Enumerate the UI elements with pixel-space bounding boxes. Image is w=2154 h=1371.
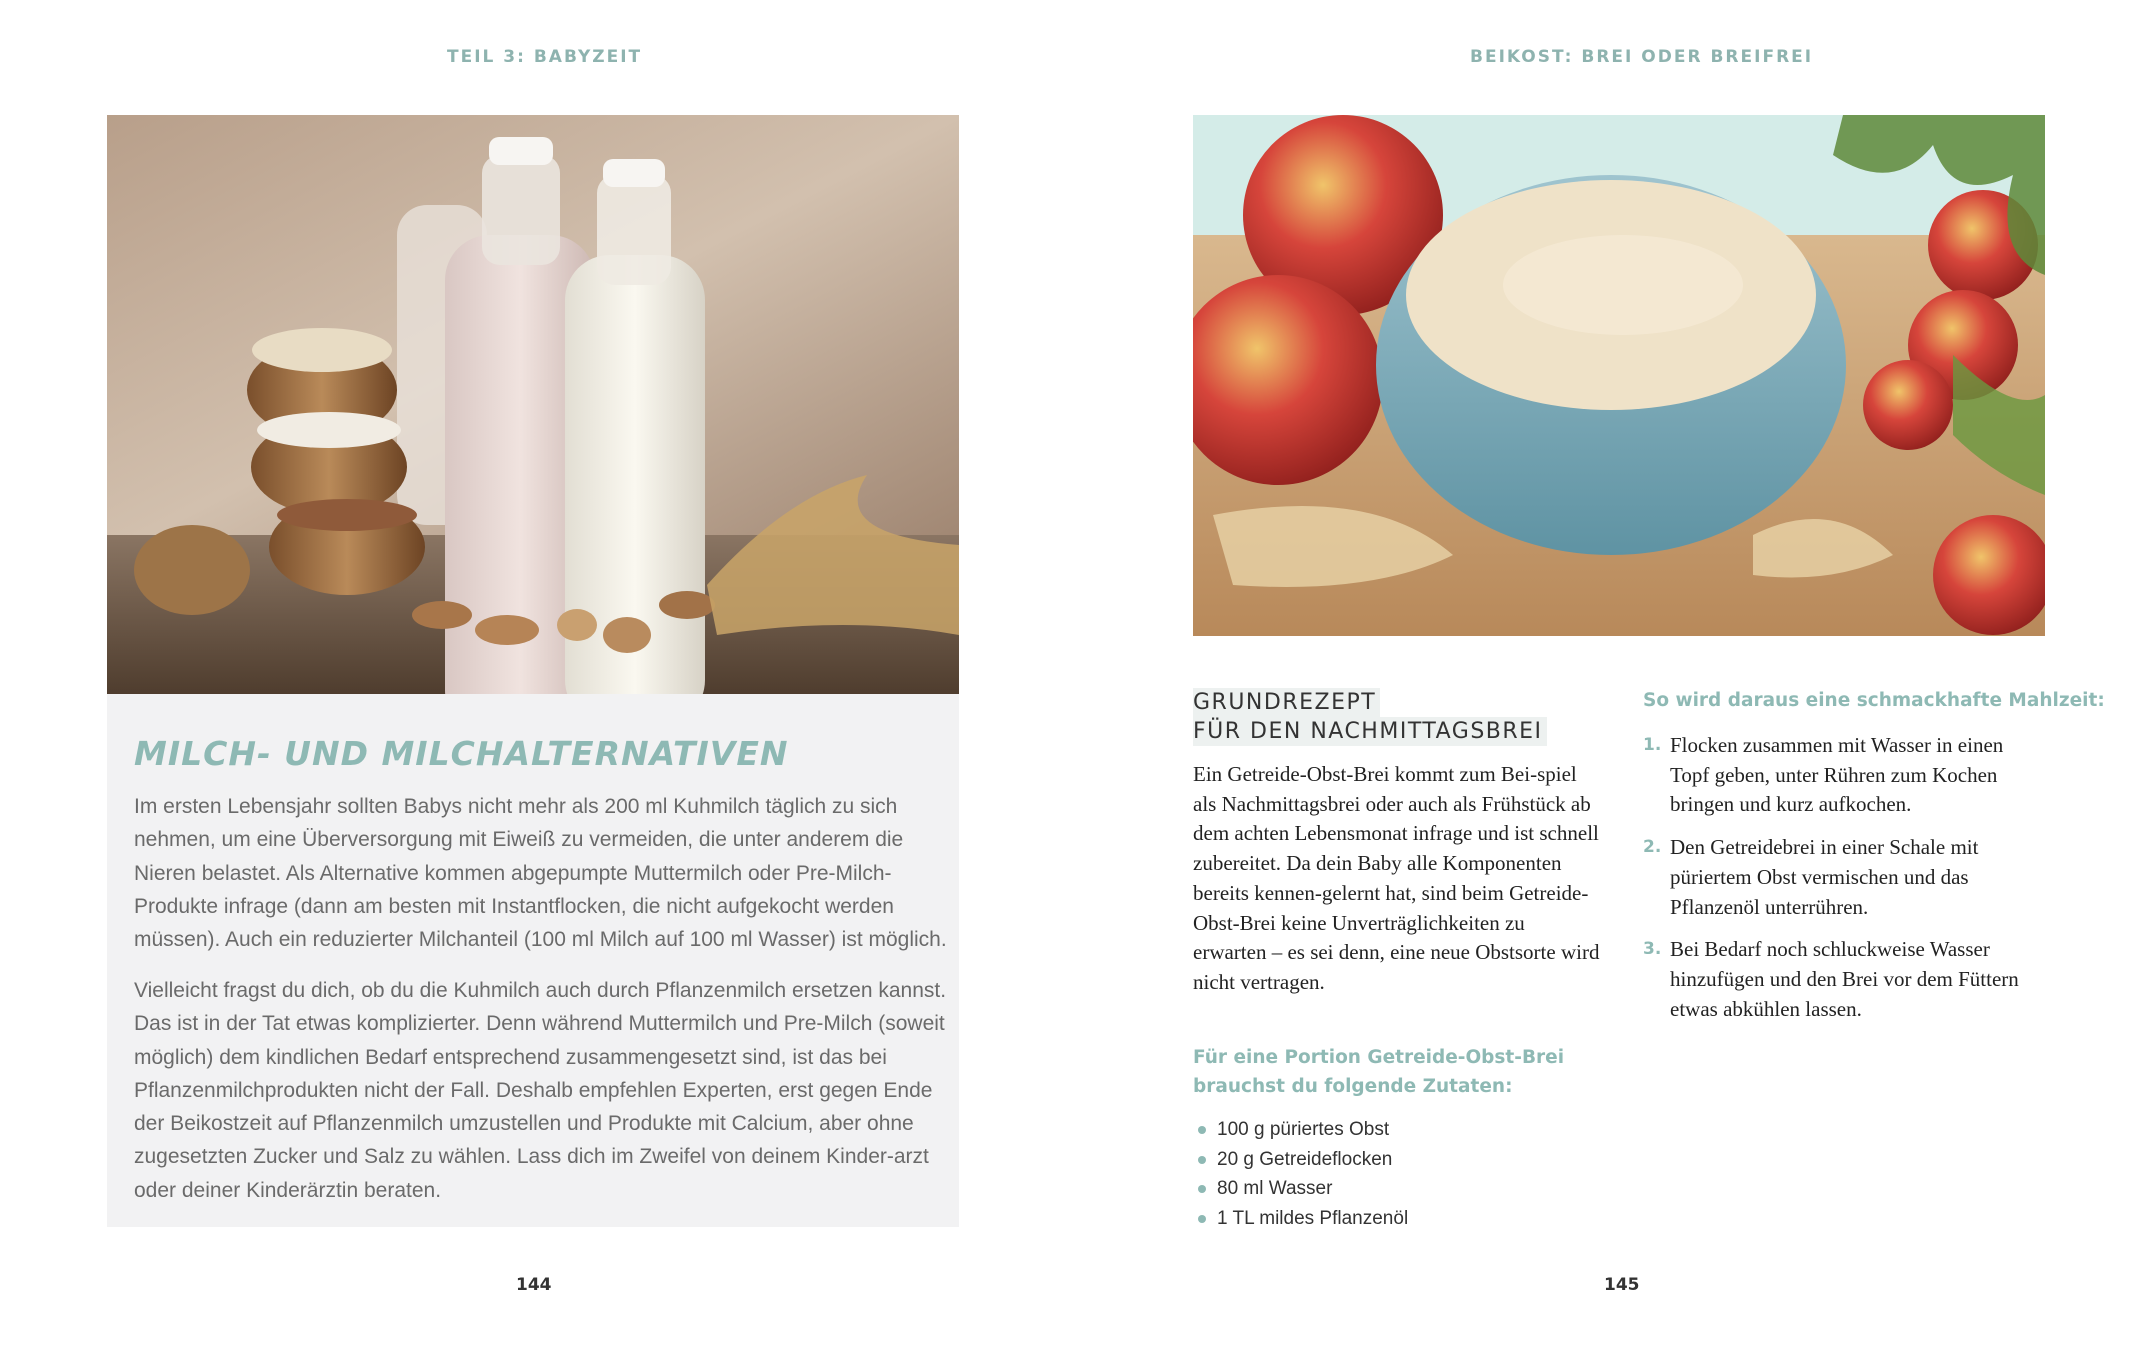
steps-list	[1643, 731, 2043, 1037]
step-item	[1643, 935, 2043, 1024]
box-paragraph-1: Im ersten Lebensjahr sollten Babys nicht mehr als 200 ml Kuhmilch täglich zu sich nehmen, um eine Überversorgung mit Eiweiß zu vermeiden, die unter anderem die Nieren belastet. Als Alternative kommen abgepumpte Muttermilch oder Pre-Milch-Produkte infrage (dann am besten mit Instantflocken, die nicht aufgekocht werden müssen). Auch ein reduzierter Milchanteil (100 ml Milch auf 100 ml Wasser) ist möglich.	[134, 795, 947, 952]
list-item: 1 TL mildes Pflanzenöl	[1193, 1204, 1408, 1234]
running-head-left: TEIL 3: BABYZEIT	[447, 47, 643, 67]
right-page	[1077, 0, 2154, 1371]
step-text: Bei Bedarf noch schluckweise Wasser hinzufügen und den Brei vor dem Füttern etwas abkühlen lassen.	[1670, 937, 2019, 1021]
recipe-heading-line1: GRUNDREZEPT	[1193, 688, 1380, 717]
list-item: 100 g püriertes Obst	[1193, 1115, 1408, 1145]
step-number: 2.	[1643, 837, 1662, 858]
running-head-right: BEIKOST: BREI ODER BREIFREI	[1470, 47, 1814, 67]
list-item: 80 ml Wasser	[1193, 1174, 1408, 1204]
recipe-heading	[1193, 688, 1547, 746]
step-text: Den Getreidebrei in einer Schale mit püriertem Obst vermischen und das Pflanzenöl unterrühren.	[1670, 835, 1979, 919]
box-title: MILCH- UND MILCHALTERNATIVEN	[134, 734, 789, 773]
step-text: Flocken zusammen mit Wasser in einen Topf geben, unter Rühren zum Kochen bringen und kurz aufkochen.	[1670, 733, 2004, 817]
ingredients-heading: Für eine Portion Getreide-Obst-Brei brauchst du folgende Zutaten:	[1193, 1047, 1565, 1097]
box-paragraph-2: Vielleicht fragst du dich, ob du die Kuhmilch auch durch Pflanzenmilch ersetzen kannst. Das ist in der Tat etwas komplizierter. Denn während Muttermilch und Pre-Milch (soweit möglich) dem kindlichen Bedarf entsprechend zusammengesetzt sind, ist das bei Pflanzenmilchprodukten nicht der Fall. Deshalb empfehlen Experten, erst gegen Ende der Beikostzeit auf Pflanzenmilch umzustellen und Produkte mit Calcium, aber ohne zugesetzten Zucker und Salz zu wählen. Lass dich im Zweifel von deinem Kinder-arzt oder deiner Kinderärztin beraten.	[134, 979, 947, 1202]
recipe-intro: Ein Getreide-Obst-Brei kommt zum Bei-spiel als Nachmittagsbrei oder auch als Frühstück ab dem achten Lebensmonat infrage und ist schnell zubereitet. Da dein Baby alle Komponenten bereits kennen-gelernt hat, sind beim Getreide-Obst-Brei keine Unverträglichkeiten zu erwarten – es sei denn, eine neue Obstsorte wird nicht vertragen.	[1193, 762, 1600, 994]
apple-porridge-illustration	[1193, 115, 2045, 636]
page-number-right: 145	[1604, 1275, 1640, 1295]
step-item	[1643, 833, 2043, 922]
list-item: 20 g Getreideflocken	[1193, 1145, 1408, 1175]
ingredients-list	[1193, 1115, 1408, 1234]
recipe-heading-line2: FÜR DEN NACHMITTAGSBREI	[1193, 717, 1547, 746]
page-number-left: 144	[516, 1275, 552, 1295]
milk-bottles-illustration	[107, 115, 959, 694]
milk-bottles-photo	[107, 115, 959, 694]
step-item	[1643, 731, 2043, 820]
step-number: 3.	[1643, 939, 1662, 960]
step-number: 1.	[1643, 735, 1662, 755]
steps-heading: So wird daraus eine schmackhafte Mahlzeit:	[1643, 690, 2105, 711]
milk-info-box	[107, 694, 959, 1227]
apple-porridge-photo	[1193, 115, 2045, 636]
